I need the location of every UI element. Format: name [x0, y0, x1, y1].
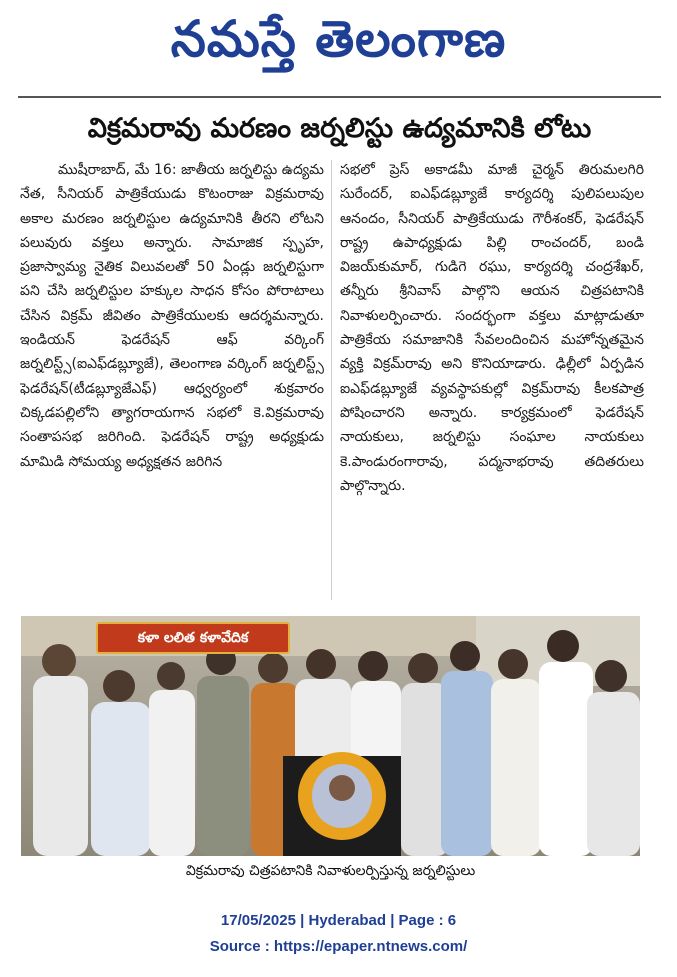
masthead-title: నమస్తే తెలంగాణ: [170, 9, 507, 68]
column-divider: [331, 160, 332, 600]
photo-caption: విక్రమరావు చిత్రపటానికి నివాళులర్పిస్తున్న జర్నలిస్టులు: [185, 863, 476, 879]
footer-dateline: 17/05/2025 | Hyderabad | Page : 6: [220, 912, 457, 929]
footer-source: Source : https://epaper.ntnews.com/: [209, 938, 468, 955]
article-column-1: ముషీరాబాద్, మే 16: జాతీయ జర్నలిస్టు ఉద్యమ నేత, సీనియర్ పాత్రికేయుడు కొటంరాజు విక్రమరావు అకాల మరణం జర్నలిస్టుల ఉద్యమానికి తీరని లోటని పలువురు వక్తలు అన్నారు. సామాజిక స్పృహ, ప్రజాస్వామ్య నైతిక విలువలతో 50 ఏండ్లు జర్నలిస్టుగా పని చేసి జర్నలిస్టుల హక్కుల సాధన కోసం పోరాటాలు చేసిన విక్రమ్ జీవితం పాత్రికేయులకు ఆదర్శమన్నారు. ఇండియన్ ఫెడరేషన్ ఆఫ్ వర్కింగ్ జర్నలిస్ట్స్(ఐఎఫ్‌డబ్ల్యూజే), తెలంగాణ వర్కింగ్ జర్నలిస్ట్స్ ఫెడరేషన్(టీడబ్ల్యూజేఎఫ్) ఆధ్వర్యంలో శుక్రవారం చిక్కడపల్లిలోని త్యాగరాయగాన సభలో కె.విక్రమరావు సంతాపసభ జరిగింది. ఫెడరేషన్ రాష్ట్ర అధ్యక్షుడు మామిడి సోమయ్య అధ్యక్షతన జరిగిన: [20, 162, 324, 470]
article-column-2: సభలో ప్రెస్ అకాడమీ మాజీ చైర్మన్ తిరుమలగిరి సురేందర్, ఐఎఫ్‌డబ్ల్యూజే కార్యదర్శి పులిపలుపుల ఆనందం, సీనియర్ పాత్రికేయుడు గౌరీశంకర్, ఫెడరేషన్ రాష్ట్ర ఉపాధ్యక్షుడు పిల్లి రాంచందర్, బండి విజయ్‌కుమార్, గుడిగె రఘు, కార్యదర్శి చంద్రశేఖర్, తన్నీరు శ్రీనివాస్ పాల్గొని ఆయన చిత్రపటానికి నివాళులర్పించారు. సందర్భంగా వక్తలు మాట్లాడుతూ పాత్రికేయ సమాజానికి సేవలందించిన మహోన్నతమైన వ్యక్తి విక్రమ్‌రావు అని కొనియాడారు. ఢిల్లీలో ఏర్పడిన ఐఎఫ్‌డబ్ల్యూజే వ్యవస్థాపకుల్లో విక్రమ్‌రావు కీలకపాత్ర పోషించారని అన్నారు. కార్యక్రమంలో ఫెడరేషన్ నాయకులు, జర్నలిస్టు సంఘాల నాయకులు కె.పాండురంగారావు, పద్మనాభరావు తదితరులు పాల్గొన్నారు.: [340, 162, 644, 494]
photo-banner: కళా లలిత కళావేదిక: [96, 622, 290, 654]
masthead-rule: [18, 96, 661, 98]
article-headline: విక్రమరావు మరణం జర్నలిస్టు ఉద్యమానికి లోటు: [87, 113, 592, 144]
